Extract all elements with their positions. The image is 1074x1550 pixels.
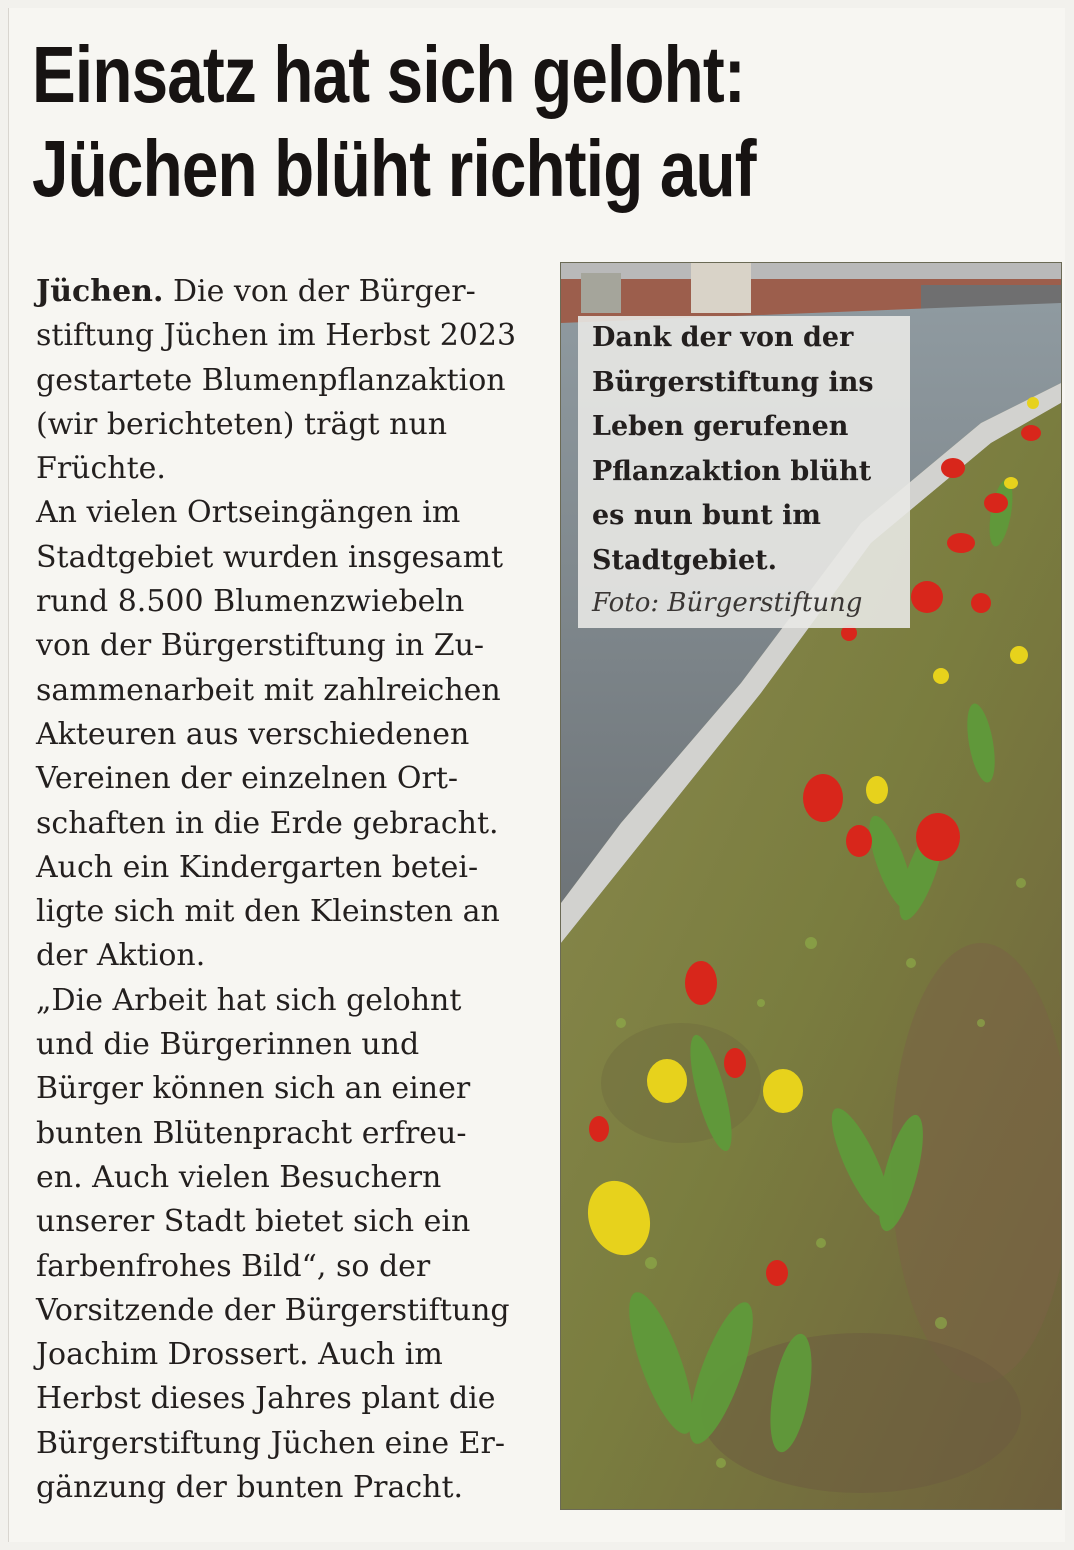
article-body xyxy=(36,270,526,1510)
headline-line-1: Einsatz hat sich geloht: xyxy=(32,30,745,119)
photo-credit: Foto: Bürgerstiftung xyxy=(592,588,863,618)
photo-caption: Dank der von der Bürgerstiftung ins Leben gerufenen Pflanzaktion blüht es nun bunt im Stadtgebiet. xyxy=(592,322,874,576)
dateline: Jüchen. xyxy=(36,274,164,309)
article-body-text: Die von der Bürger- stiftung Jüchen im Herbst 2023 gestartete Blumenpflanzaktion (wir berichteten) trägt nun Früchte. An vielen Ortseingängen im Stadtgebiet wurden insgesamt rund 8.500 Blumenzwiebeln von der Bürgerstiftung in Zu- sammenarbeit mit zahlreichen Akteuren aus verschiedenen Vereinen der einzelnen Ort- schaften in die Erde gebracht. Auch ein Kindergarten betei- ligte sich mit den Kleinsten an der Aktion. „Die Arbeit hat sich gelohnt und die Bürgerinnen und Bürger können sich an einer bunten Blütenpracht erfreu- en. Auch vielen Besuchern unserer Stadt bietet sich ein farbenfrohes Bild“, so der Vorsitzende der Bürgerstiftung Joachim Drossert. Auch im Herbst dieses Jahres plant die Bürgerstiftung Jüchen eine Er- gänzung der bunten Pracht. xyxy=(36,274,517,1506)
headline xyxy=(32,28,860,216)
headline-line-2: Jüchen blüht richtig auf xyxy=(32,124,756,213)
